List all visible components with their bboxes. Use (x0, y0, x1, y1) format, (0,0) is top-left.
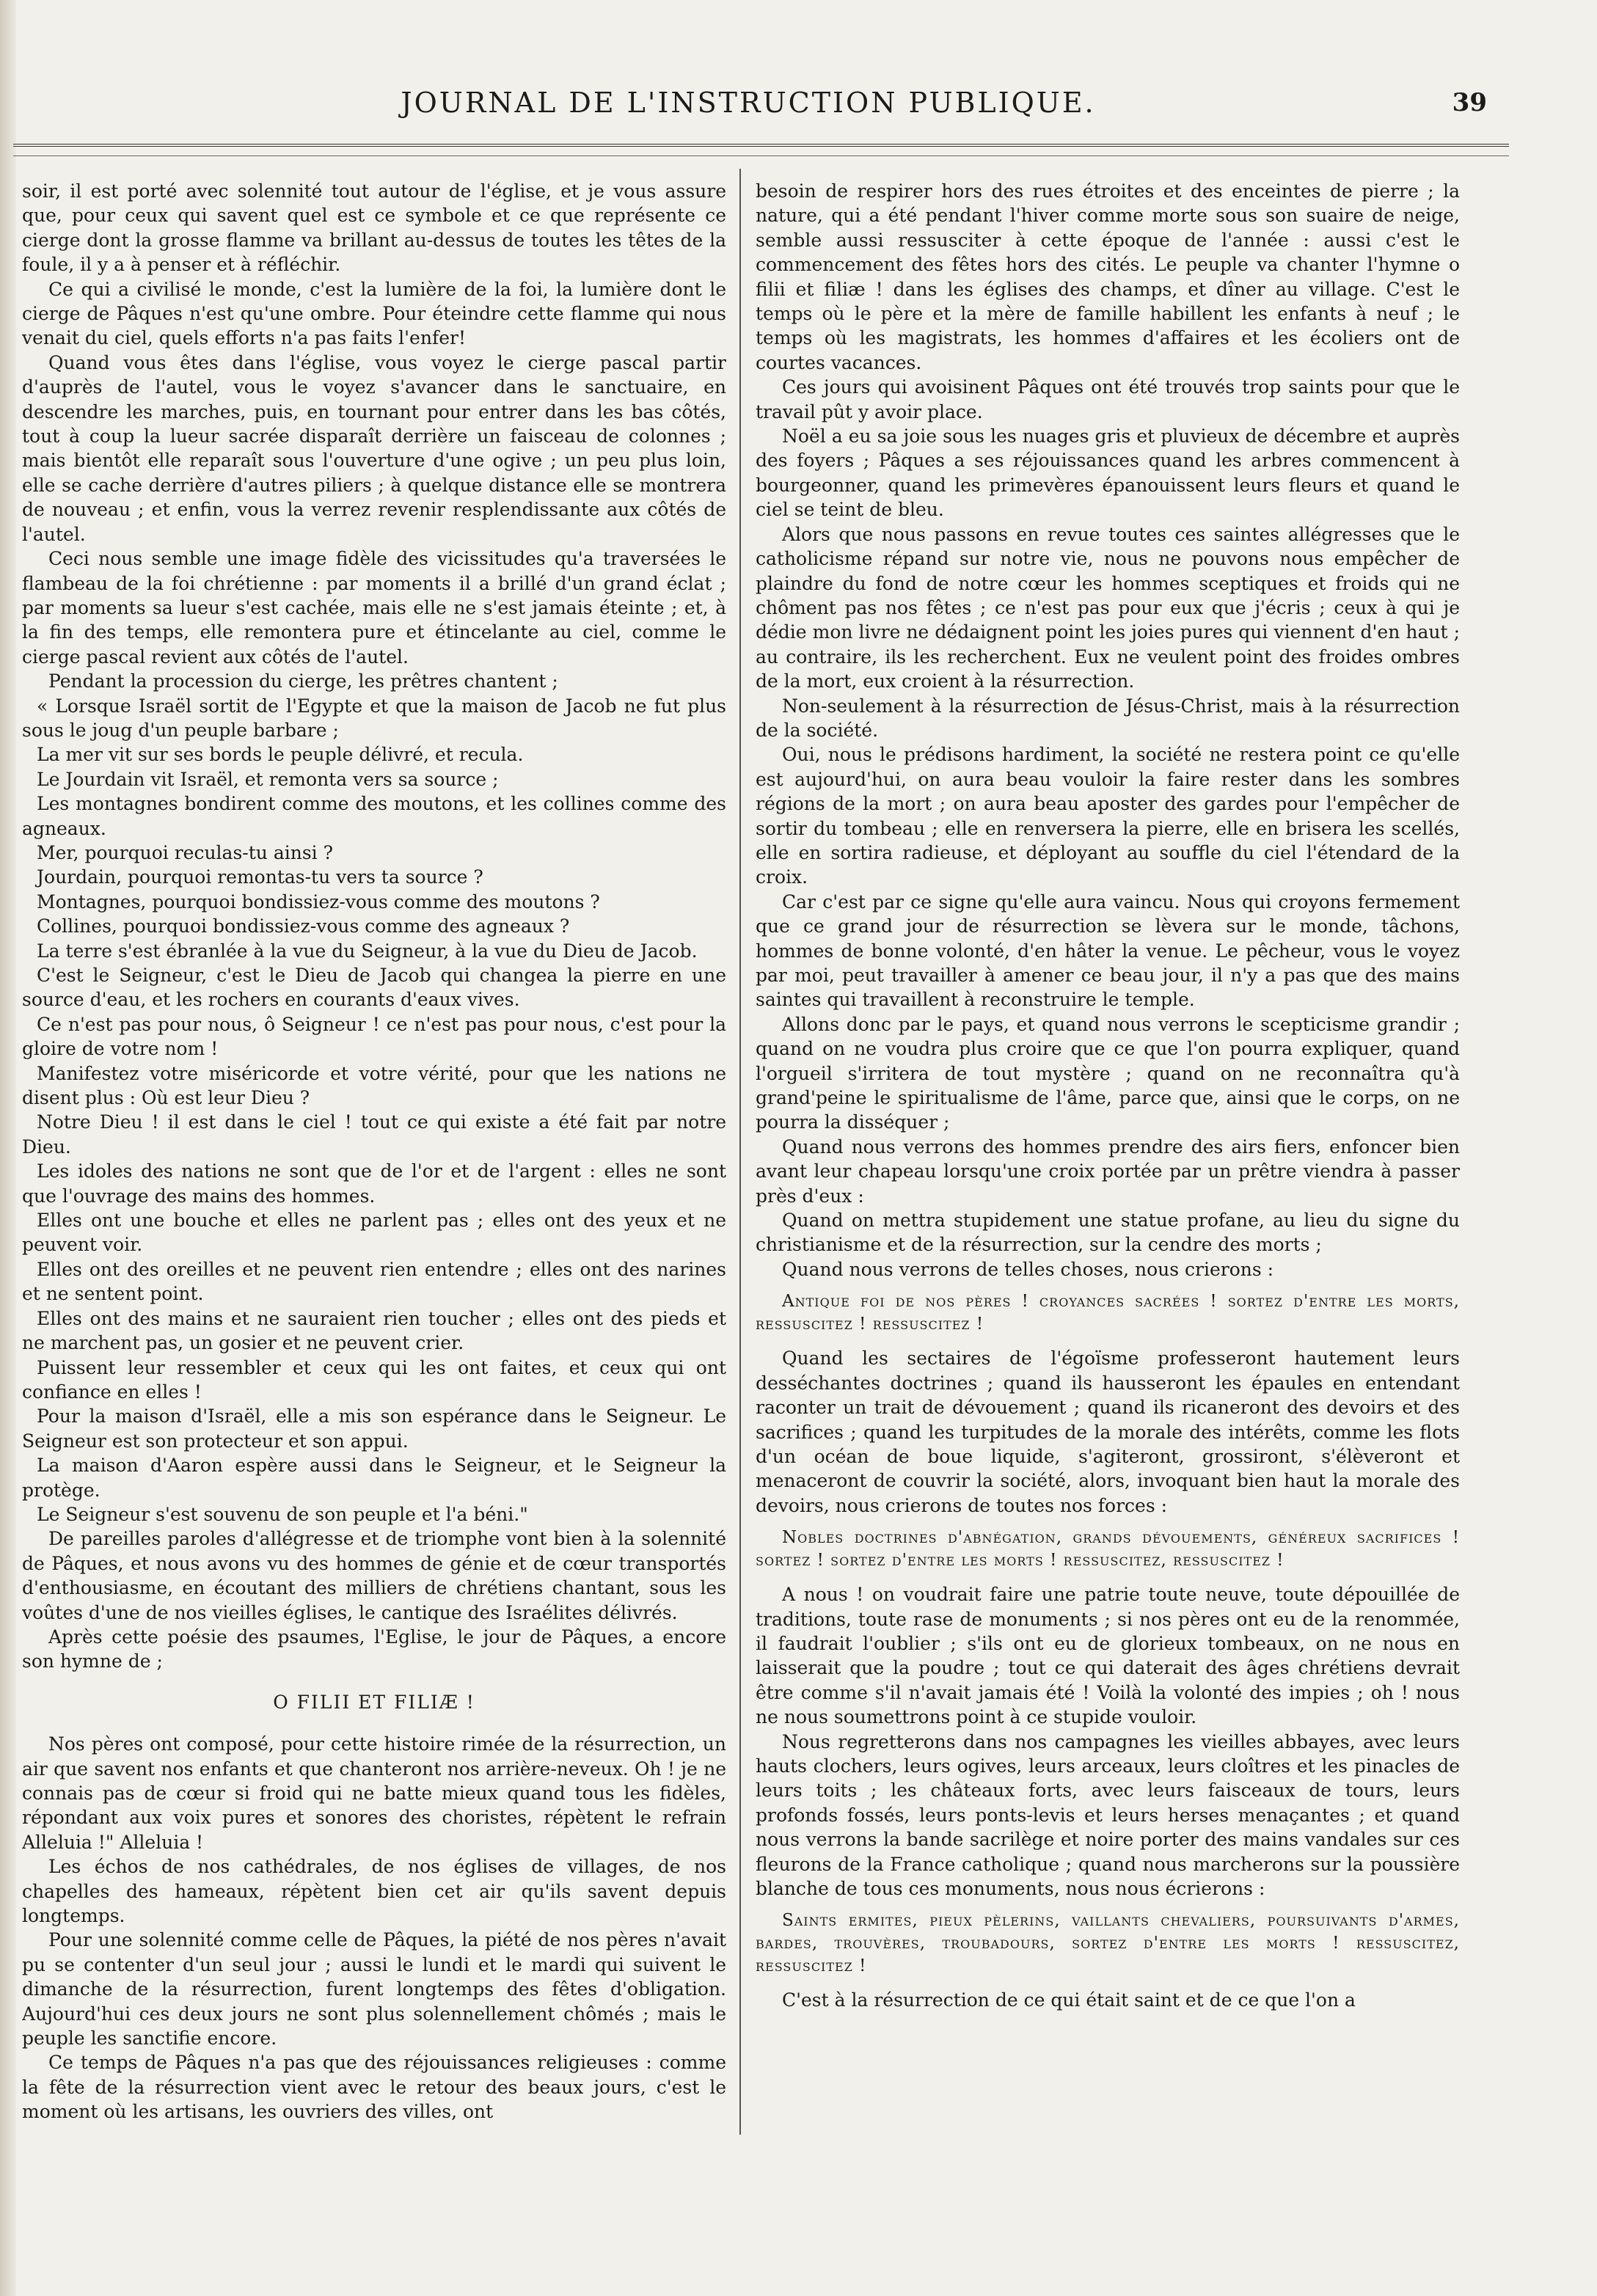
paragraph: Après cette poésie des psaumes, l'Eglise, le jour de Pâques, a encore son hymne de ; (22, 1626, 726, 1672)
psalm-verse: La terre s'est ébranlée à la vue du Seigneur, à la vue du Dieu de Jacob. (37, 940, 698, 962)
paragraph: Alors que nous passons en revue toutes ces saintes allégresses que le catholicisme répand sur notre vie, nous ne pouvons nous empêcher de plaindre du fond de notre cœur les hommes sceptiques et froids qui ne chôment pas nos fêtes ; ce n'est pas pour eux que j'écris ; ceux à qui je dédie mon livre ne dédaignent point les joies pures qui viennent d'en haut ; au contraire, ils les recherchent. Eux ne veulent point des froides ombres de la mort, eux croient à la résurrection. (756, 523, 1460, 692)
psalm-verse: Puissent leur ressembler et ceux qui les ont faites, et ceux qui ont confiance en elles ! (22, 1356, 726, 1403)
paragraph: C'est à la résurrection de ce qui était saint et de ce que l'on a (782, 1989, 1356, 2011)
exclamation-cry: Nobles doctrines d'abnégation, grands dévouements, généreux sacrifices ! sortez ! sortez d'entre les morts ! ressuscitez, ressuscitez ! (756, 1528, 1460, 1571)
paragraph: Nous regretterons dans nos campagnes les vieilles abbayes, avec leurs hauts clochers, leurs ogives, leurs arceaux, leurs cloîtres et les pinacles de leurs toits ; les châteaux forts, avec leurs faisceaux de tours, leurs profonds fossés, leurs ponts-levis et leurs herses menaçantes ; et quand nous verrons la bande sacrilège et noire porter des mains vandales sur ces fleurons de la France catholique ; quand nous marcherons sur la poussière blanche de tous ces monuments, nous nous écrierons : (756, 1730, 1460, 1899)
psalm-verse: Notre Dieu ! il est dans le ciel ! tout ce qui existe a été fait par notre Dieu. (22, 1111, 726, 1158)
page-number: 39 (1452, 88, 1487, 117)
psalm-verse: Les idoles des nations ne sont que de l'or et de l'argent : elles ne sont que l'ouvrage des mains des hommes. (22, 1160, 726, 1207)
paragraph: Les échos de nos cathédrales, de nos églises de villages, de nos chapelles des hameaux, répètent bien cet air qu'ils savent depuis longtemps. (22, 1856, 726, 1927)
psalm-verse: Elles ont des oreilles et ne peuvent rien entendre ; elles ont des narines et ne sentent point. (22, 1258, 726, 1305)
paragraph: Quand vous êtes dans l'église, vous voyez le cierge pascal partir d'auprès de l'autel, vous le voyez s'avancer dans le sanctuaire, en descendre les marches, puis, en tournant pour entrer dans les bas côtés, tout à coup la lueur sacrée disparaît derrière un faisceau de colonnes ; mais bientôt elle reparaît sous l'ouverture d'une ogive ; un peu plus loin, elle se cache derrière d'autres piliers ; à quelque distance elle se montrera de nouveau ; et enfin, vous la verrez revenir resplendissante aux côtés de l'autel. (22, 351, 726, 545)
psalm-verse: La maison d'Aaron espère aussi dans le Seigneur, et le Seigneur la protège. (22, 1455, 726, 1501)
page-header (0, 87, 1597, 131)
psalm-verse: Elles ont une bouche et elles ne parlent pas ; elles ont des yeux et ne peuvent voir. (22, 1210, 726, 1256)
psalm-verse: C'est le Seigneur, c'est le Dieu de Jacob qui changea la pierre en une source d'eau, et les rochers en courants d'eaux vives. (22, 965, 726, 1011)
psalm-verse: Collines, pourquoi bondissiez-vous comme des agneaux ? (37, 915, 570, 937)
paragraph: Quand on mettra stupidement une statue profane, au lieu du signe du christianisme et de la résurrection, sur la cendre des morts ; (756, 1210, 1460, 1256)
psalm-verse: Manifestez votre miséricorde et votre vérité, pour que les nations ne disent plus : Où est leur Dieu ? (22, 1062, 726, 1109)
paragraph: Non-seulement à la résurrection de Jésus-Christ, mais à la résurrection de la société. (756, 695, 1460, 741)
paragraph: Pendant la procession du cierge, les prêtres chantent ; (48, 670, 558, 692)
paragraph: Oui, nous le prédisons hardiment, la société ne restera point ce qu'elle est aujourd'hui, on aura beau vouloir la faire rester dans les sombres régions de la mort ; on aura beau aposter des gardes pour l'empêcher de sortir du tombeau ; elle en renversera la pierre, elle en brisera les scellés, elle en sortira radieuse, et déployant au souffle du ciel l'étendard de la croix. (756, 744, 1460, 888)
exclamation-cry: Antique foi de nos pères ! croyances sacrées ! sortez d'entre les morts, ressuscitez ! ressuscitez ! (756, 1292, 1460, 1334)
paragraph: De pareilles paroles d'allégresse et de triomphe vont bien à la solennité de Pâques, et nous avons vu des hommes de génie et de cœur transportés d'enthousiasme, en écoutant des milliers de chrétiens chantant, sous les voûtes d'une de nos vieilles églises, le cantique des Israélites délivrés. (22, 1528, 726, 1623)
paragraph: Ceci nous semble une image fidèle des vicissitudes qu'a traversées le flambeau de la foi chrétienne : par moments il a brillé d'un grand éclat ; par moments sa lueur s'est cachée, mais elle ne s'est jamais éteinte ; et, à la fin des temps, elle remontera pure et étincelante au ciel, comme le cierge pascal revient aux côtés de l'autel. (22, 548, 726, 668)
paragraph: besoin de respirer hors des rues étroites et des enceintes de pierre ; la nature, qui a été pendant l'hiver comme morte sous son suaire de neige, semble aussi ressusciter à cette époque de l'année : aussi c'est le commencement des fêtes hors des cités. Le peuple va chanter l'hymne o filii et filiæ ! dans les églises des champs, et dîner au village. C'est le temps où le père et la mère de famille habillent les enfants à neuf ; le temps où les magistrats, les hommes d'affaires et les écoliers ont de courtes vacances. (756, 180, 1460, 373)
paragraph: Pour une solennité comme celle de Pâques, la piété de nos pères n'avait pu se contenter d'un seul jour ; aussi le lundi et le mardi qui suivent le dimanche de la résurrection, furent longtemps des fêtes d'obligation. Aujourd'hui ces deux jours ne sont plus solennellement chômés ; mais le peuple les sanctifie encore. (22, 1929, 726, 2050)
paragraph: Quand nous verrons des hommes prendre des airs fiers, enfoncer bien avant leur chapeau lorsqu'une croix portée par un prêtre viendra à passer près d'eux : (756, 1136, 1460, 1207)
hymn-title: O FILII ET FILIÆ ! (273, 1691, 475, 1713)
paragraph: Nos pères ont composé, pour cette histoire rimée de la résurrection, un air que savent nos enfants et que chanteront nos arrière-neveux. Oh ! je ne connais pas de cœur si froid qui ne batte mieux quand tous les fidèles, répondant aux voix pures et sonores des choristes, répètent le refrain Alleluia !" Alleluia ! (22, 1733, 726, 1853)
page-gutter-shadow (0, 0, 16, 2296)
psalm-verse: Montagnes, pourquoi bondissiez-vous comme des moutons ? (37, 891, 600, 913)
journal-title: JOURNAL DE L'INSTRUCTION PUBLIQUE. (401, 87, 1096, 119)
paragraph: Ce qui a civilisé le monde, c'est la lumière de la foi, la lumière dont le cierge de Pâques n'est qu'une ombre. Pour éteindre cette flamme qui nous venait du ciel, quels efforts n'a pas faits l'enfer! (22, 278, 726, 349)
psalm-verse: Jourdain, pourquoi remontas-tu vers ta source ? (37, 866, 483, 888)
psalm-verse: Les montagnes bondirent comme des moutons, et les collines comme des agneaux. (22, 793, 726, 839)
psalm-verse: Ce n'est pas pour nous, ô Seigneur ! ce n'est pas pour nous, c'est pour la gloire de votre nom ! (22, 1013, 726, 1060)
psalm-verse: Le Seigneur s'est souvenu de son peuple et l'a béni." (37, 1503, 528, 1525)
left-column (22, 179, 726, 2174)
psalm-verse: Pour la maison d'Israël, elle a mis son espérance dans le Seigneur. Le Seigneur est son protecteur et son appui. (22, 1405, 726, 1452)
paragraph: Quand les sectaires de l'égoïsme professeront hautement leurs desséchantes doctrines ; quand ils hausseront les épaules en entendant raconter un trait de dévouement ; quand ils ricaneront des devoirs et des sacrifices ; quand les turpitudes de la morale des intérêts, comme les flots d'un océan de boue liquide, s'agiteront, grossiront, s'élèveront et menaceront de couvrir la société, alors, invoquant bien haut la morale des devoirs, nous crierons de toutes nos forces : (756, 1348, 1460, 1516)
psalm-verse: La mer vit sur ses bords le peuple délivré, et recula. (37, 744, 524, 766)
paragraph: Noël a eu sa joie sous les nuages gris et pluvieux de décembre et auprès des foyers ; Pâques a ses réjouissances quand les arbres commencent à bourgeonner, quand les primevères épanouissent leurs fleurs et quand le ciel se teint de bleu. (756, 425, 1460, 521)
psalm-verse: Le Jourdain vit Israël, et remonta vers sa source ; (37, 768, 499, 790)
paragraph: Ce temps de Pâques n'a pas que des réjouissances religieuses : comme la fête de la résurrection vient avec le retour des beaux jours, c'est le moment où les artisans, les ouvriers des villes, ont (22, 2052, 726, 2123)
psalm-verse: Mer, pourquoi reculas-tu ainsi ? (37, 841, 333, 863)
psalm-verse: « Lorsque Israël sortit de l'Egypte et que la maison de Jacob ne fut plus sous le joug d'un peuple barbare ; (22, 695, 726, 741)
paragraph: Car c'est par ce signe qu'elle aura vaincu. Nous qui croyons fermement que ce grand jour de résurrection se lèvera sur le monde, tâchons, hommes de bonne volonté, d'en hâter la venue. Le pêcheur, vous le voyez par moi, peut travailler à amener ce beau jour, il n'y a pas que des mains saintes qui travaillent à reconstruire le temple. (756, 891, 1460, 1011)
exclamation-cry: Saints ermites, pieux pèlerins, vaillants chevaliers, poursuivants d'armes, bardes, trouvères, troubadours, sortez d'entre les morts ! ressuscitez, ressuscitez ! (756, 1911, 1460, 1976)
paragraph: A nous ! on voudrait faire une patrie toute neuve, toute dépouillée de traditions, toute rase de monuments ; si nos pères ont eu de la renommée, il faudrait l'oublier ; s'ils ont eu de glorieux tombeaux, on ne nous en laisserait que la poudre ; tout ce qui daterait des âges chrétiens devrait être comme s'il n'avait jamais été ! Voilà la volonté des impies ; oh ! nous ne nous soumettrons point à ce stupide vouloir. (756, 1584, 1460, 1728)
paragraph: Allons donc par le pays, et quand nous verrons le scepticisme grandir ; quand on ne voudra plus croire que ce que l'on pourra expliquer, quand l'orgueil s'irritera de tout mystère ; quand on ne reconnaîtra qu'à grand'peine le spiritualisme de l'âme, parce que, ainsi que le corps, on ne pourra la disséquer ; (756, 1013, 1460, 1133)
header-rule (13, 144, 1509, 147)
column-divider (739, 169, 741, 2135)
right-column (756, 179, 1460, 2189)
paragraph: Quand nous verrons de telles choses, nous crierons : (782, 1258, 1274, 1280)
paragraph: Ces jours qui avoisinent Pâques ont été trouvés trop saints pour que le travail pût y avoir place. (756, 376, 1460, 423)
paragraph: soir, il est porté avec solennité tout autour de l'église, et je vous assure que, pour ceux qui savent quel est ce symbole et ce que représente ce cierge dont la grosse flamme va brillant au-dessus de toutes les têtes de la foule, il y a à penser et à réfléchir. (22, 180, 726, 276)
psalm-verse: Elles ont des mains et ne sauraient rien toucher ; elles ont des pieds et ne marchent pas, un gosier et ne peuvent crier. (22, 1307, 726, 1354)
